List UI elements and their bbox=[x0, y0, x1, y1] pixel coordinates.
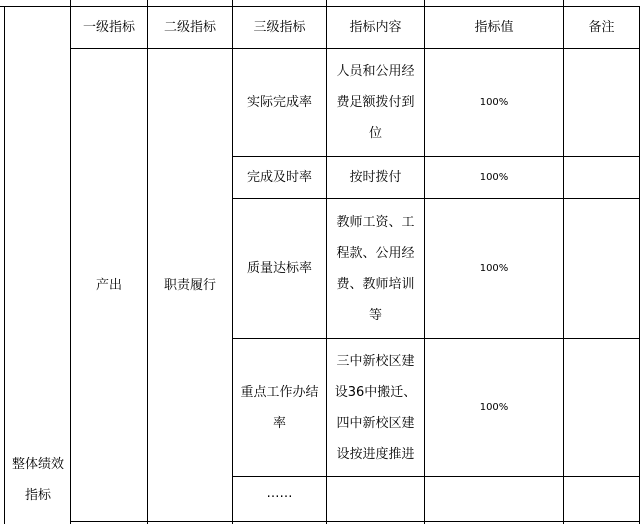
header-content bbox=[327, 7, 424, 48]
table-row-level3 bbox=[233, 199, 326, 338]
table-row-value bbox=[425, 157, 563, 198]
header-content-label: 指标内容 bbox=[349, 20, 402, 35]
header-level3-label: 三级指标 bbox=[253, 20, 306, 35]
table-row-note bbox=[564, 49, 639, 156]
header-level2-label: 二级指标 bbox=[163, 20, 216, 35]
level2-text: 职责履行 bbox=[163, 277, 216, 293]
row-group-label-text: 整体绩效指标 bbox=[11, 457, 64, 503]
level3-text: 完成及时率 bbox=[246, 170, 312, 185]
header-level1 bbox=[71, 7, 147, 48]
table-row-level3 bbox=[233, 49, 326, 156]
header-note bbox=[564, 7, 639, 48]
table-row-content bbox=[327, 477, 424, 521]
content-text: 人员和公用经费足额拨付到位 bbox=[336, 64, 415, 141]
table-row-content bbox=[327, 49, 424, 156]
table-row-content bbox=[327, 339, 424, 476]
level2-cell bbox=[148, 49, 232, 521]
header-level3 bbox=[233, 7, 326, 48]
table-border-bottom bbox=[70, 521, 640, 522]
header-value bbox=[425, 7, 563, 48]
level1-text: 产出 bbox=[95, 277, 122, 293]
header-note-label: 备注 bbox=[588, 20, 615, 35]
content-text: 三中新校区建设36中搬迁、四中新校区建设按进度推进 bbox=[334, 353, 417, 462]
content-text: 教师工资、工程款、公用经费、教师培训等 bbox=[336, 214, 415, 323]
table-row-note bbox=[564, 157, 639, 198]
level3-text: 重点工作办结率 bbox=[240, 384, 319, 431]
table-row-level3 bbox=[233, 477, 326, 509]
level3-text: 质量达标率 bbox=[246, 261, 312, 276]
table-border-left bbox=[4, 6, 5, 524]
table-row-value bbox=[425, 339, 563, 476]
table-row-note bbox=[564, 477, 639, 521]
level3-text: …… bbox=[266, 485, 293, 501]
table-row-note bbox=[564, 339, 639, 476]
level3-text: 实际完成率 bbox=[246, 95, 312, 110]
table-row-value bbox=[425, 199, 563, 338]
header-level1-label: 一级指标 bbox=[82, 20, 135, 35]
table-row-content bbox=[327, 157, 424, 198]
table-row-content bbox=[327, 199, 424, 338]
content-text: 按时拨付 bbox=[349, 170, 402, 185]
table-row-note bbox=[564, 199, 639, 338]
row-group-label bbox=[8, 449, 68, 511]
value-text: 100% bbox=[479, 97, 509, 108]
table-row-value bbox=[425, 49, 563, 156]
table-border-right bbox=[639, 6, 640, 524]
value-text: 100% bbox=[479, 402, 509, 413]
value-text: 100% bbox=[479, 172, 509, 183]
header-value-label: 指标值 bbox=[474, 20, 514, 35]
level1-cell bbox=[71, 49, 147, 521]
table-row-level3 bbox=[233, 339, 326, 476]
table-row-level3 bbox=[233, 157, 326, 198]
table-row-value bbox=[425, 477, 563, 521]
value-text: 100% bbox=[479, 263, 509, 274]
header-level2 bbox=[148, 7, 232, 48]
